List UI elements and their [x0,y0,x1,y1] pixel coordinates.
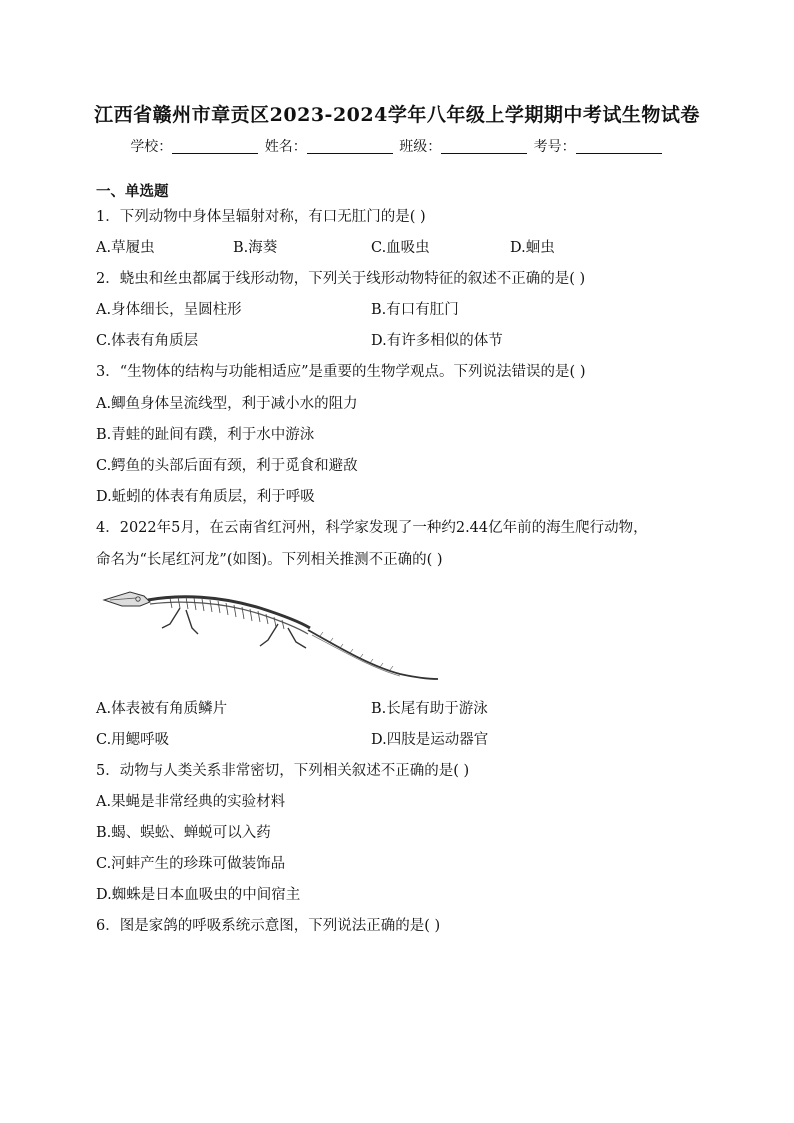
field-number-label: 考号： [533,139,576,155]
question-1-option-d: D.蛔虫 [510,240,555,256]
question-5-option-b: B.蝎、蜈蚣、蝉蜕可以入药 [96,825,271,841]
question-4-option-c: C.用鳃呼吸 [96,732,170,748]
field-school-blank[interactable] [172,139,258,154]
question-2-option-b: B.有口有肛门 [371,302,459,318]
question-5-option-a: A.果蝇是非常经典的实验材料 [96,794,286,810]
field-number-blank[interactable] [576,139,662,154]
exam-title: 江西省赣州市章贡区2023-2024学年八年级上学期期中考试生物试卷 [94,104,700,126]
field-class-blank[interactable] [441,139,527,154]
question-3-stem: 3．“生物体的结构与功能相适应”是重要的生物学观点。下列说法错误的是( ) [96,364,586,380]
question-4-stem-line-2: 命名为“长尾红河龙”(如图)。下列相关推测不正确的( ) [96,552,443,568]
question-4-option-b: B.长尾有助于游泳 [371,701,488,717]
question-4-stem-line-1: 4．2022年5月，在云南省红河州，科学家发现了一种约2.44亿年前的海生爬行动物， [96,520,648,536]
question-5-option-c: C.河蚌产生的珍珠可做装饰品 [96,856,286,872]
question-1-option-c: C.血吸虫 [371,240,430,256]
question-2-option-a: A.身体细长，呈圆柱形 [96,302,242,318]
long-tailed-honghe-dragon-fossil-image [100,578,440,684]
field-school-label: 学校： [130,139,173,155]
question-4-option-a: A.体表被有角质鳞片 [96,701,228,717]
question-2-stem: 2．蛲虫和丝虫都属于线形动物，下列关于线形动物特征的叙述不正确的是( ) [96,271,586,287]
question-6-stem: 6．图是家鸽的呼吸系统示意图，下列说法正确的是( ) [96,918,441,934]
section-heading: 一、单选题 [96,183,169,200]
question-1-option-a: A.草履虫 [96,240,155,256]
question-5-stem: 5．动物与人类关系非常密切，下列相关叙述不正确的是( ) [96,763,470,779]
field-name-blank[interactable] [307,139,393,154]
question-1-stem: 1．下列动物中身体呈辐射对称，有口无肛门的是( ) [96,209,426,225]
question-5-option-d: D.蜘蛛是日本血吸虫的中间宿主 [96,887,301,903]
field-name-label: 姓名： [264,139,307,155]
field-class-label: 班级： [399,139,442,155]
question-3-option-c: C.鳄鱼的头部后面有颈，利于觅食和避敌 [96,458,358,474]
question-3-option-b: B.青蛙的趾间有蹼，利于水中游泳 [96,427,315,443]
question-3-option-d: D.蚯蚓的体表有角质层，利于呼吸 [96,489,315,505]
question-1-option-b: B.海葵 [233,240,278,256]
question-3-option-a: A.鲫鱼身体呈流线型，利于减小水的阻力 [96,396,358,412]
question-2-option-c: C.体表有角质层 [96,333,199,349]
question-4-option-d: D.四肢是运动器官 [371,732,489,748]
student-info-row [0,136,794,156]
question-2-option-d: D.有许多相似的体节 [371,333,503,349]
